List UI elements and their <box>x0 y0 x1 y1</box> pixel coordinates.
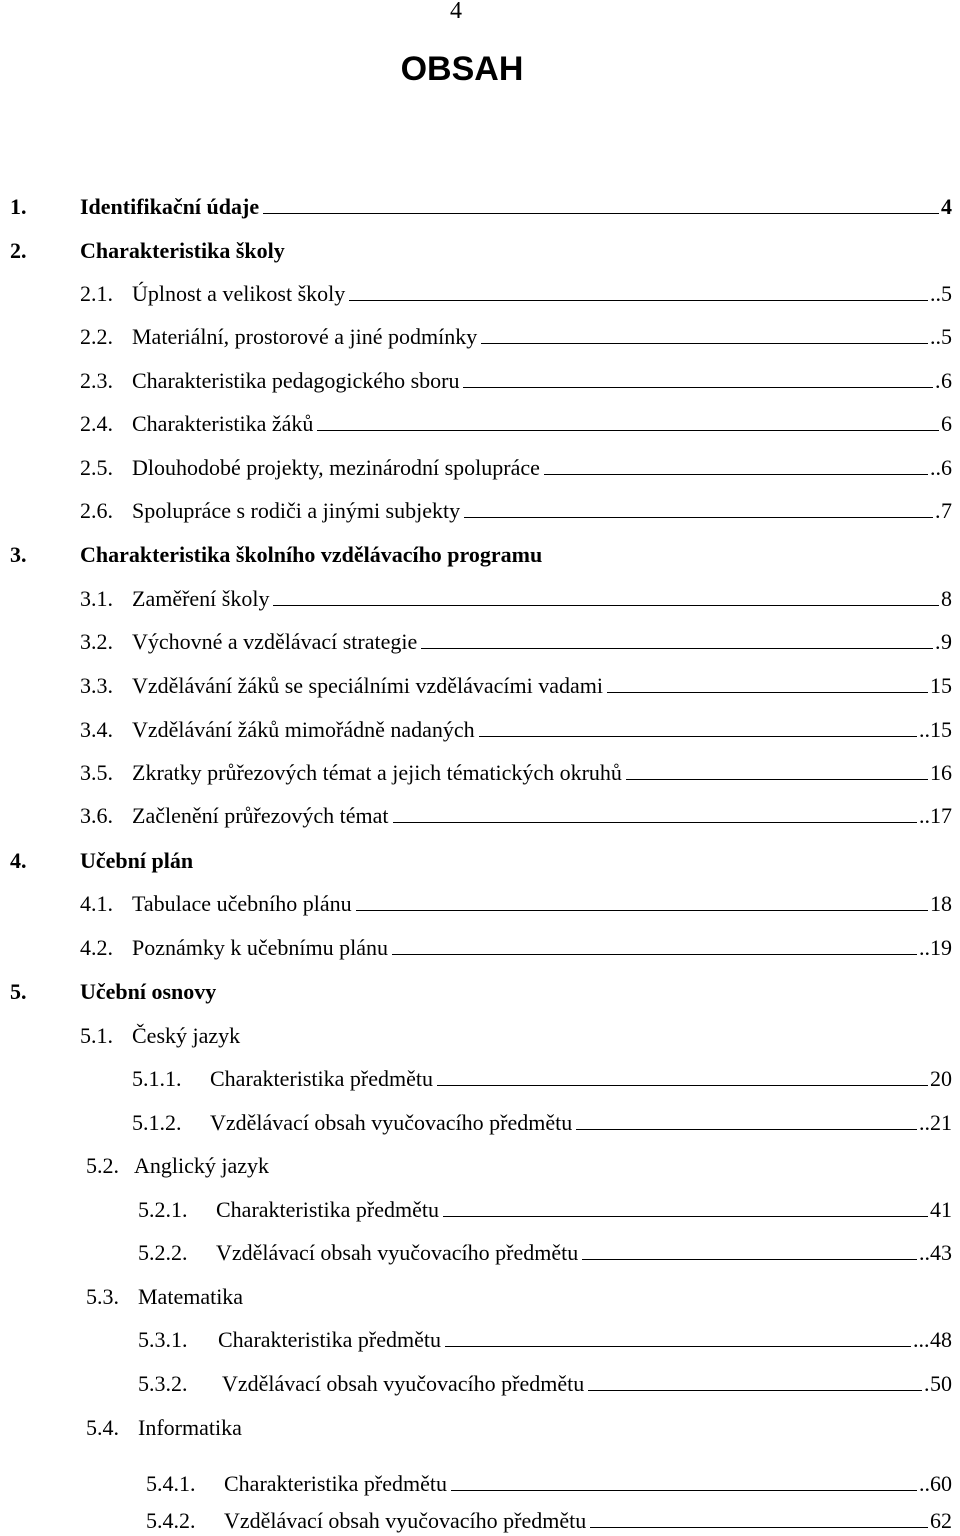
toc-leader-line <box>463 387 933 388</box>
toc-entry-dots: .. <box>930 455 941 480</box>
toc-entry-page: 20 <box>930 1066 952 1091</box>
toc-entry[interactable] <box>138 1325 952 1355</box>
toc-entry-label: Zkratky průřezových témat a jejich tématických okruhů <box>132 760 622 785</box>
toc-entry-page: 4 <box>941 194 952 219</box>
toc-entry-number: 2.6. <box>80 498 113 523</box>
toc-entry-page: 6 <box>941 411 952 436</box>
toc-entry-number: 5.1.1. <box>132 1066 182 1091</box>
toc-entry-page: 19 <box>930 935 952 960</box>
toc-entry-number: 3.1. <box>80 586 113 611</box>
toc-entry-number: 2.1. <box>80 281 113 306</box>
toc-leader-line <box>481 343 928 344</box>
toc-entry-label: Český jazyk <box>132 1023 241 1048</box>
toc-entry[interactable] <box>146 1506 952 1536</box>
toc-entry-label: Charakteristika předmětu <box>210 1066 433 1091</box>
toc-leader-line <box>626 779 928 780</box>
toc-entry[interactable] <box>80 801 952 831</box>
toc-entry-number: 4. <box>10 848 27 873</box>
toc-leader-line <box>393 822 917 823</box>
toc-entry-label: Spolupráce s rodiči a jinými subjekty <box>132 498 461 523</box>
toc-entry[interactable] <box>80 627 952 657</box>
toc-entry[interactable] <box>80 933 952 963</box>
toc-entry[interactable] <box>10 977 952 1007</box>
toc-entry[interactable] <box>80 1021 952 1051</box>
toc-entry-dots: .. <box>930 324 941 349</box>
toc-leader-line <box>588 1390 922 1391</box>
toc-leader-line <box>590 1527 928 1528</box>
toc-entry-page: 15 <box>930 673 952 698</box>
toc-entry-label: Informatika <box>138 1415 242 1440</box>
toc-entry-label: Poznámky k učebnímu plánu <box>132 935 389 960</box>
toc-entry-label: Anglický jazyk <box>134 1153 270 1178</box>
toc-entry-number: 5.4. <box>86 1415 119 1440</box>
toc-entry-label: Charakteristika předmětu <box>218 1327 441 1352</box>
toc-entry-dots: .. <box>919 1110 930 1135</box>
toc-leader-line <box>437 1085 928 1086</box>
toc-entry-label: Matematika <box>138 1284 244 1309</box>
toc-entry-label: Učební plán <box>80 848 194 873</box>
toc-leader-line <box>451 1490 917 1491</box>
toc-leader-line <box>317 430 939 431</box>
toc-entry-label: Výchovné a vzdělávací strategie <box>132 629 418 654</box>
toc-entry-page: 5 <box>941 324 952 349</box>
toc-entry-number: 3.3. <box>80 673 113 698</box>
toc-leader-line <box>464 517 933 518</box>
toc-entry-label: Charakteristika žáků <box>132 411 314 436</box>
toc-entry-dots: .. <box>930 281 941 306</box>
toc-entry-label: Dlouhodobé projekty, mezinárodní spolupráce <box>132 455 540 480</box>
toc-entry-dots: . <box>935 629 941 654</box>
toc-leader-line <box>576 1129 917 1130</box>
toc-entry-page: 43 <box>930 1240 952 1265</box>
toc-entry[interactable] <box>80 279 952 309</box>
toc-entry-dots: .. <box>919 1471 930 1496</box>
toc-entry-number: 2.5. <box>80 455 113 480</box>
toc-entry-page: 18 <box>930 891 952 916</box>
toc-entry-label: Vzdělávání žáků se speciálními vzdělávacími vadami <box>132 673 603 698</box>
toc-entry-number: 3.6. <box>80 803 113 828</box>
page-title: OBSAH <box>400 50 524 88</box>
toc-entry-page: 16 <box>930 760 952 785</box>
toc-entry[interactable] <box>86 1413 952 1443</box>
toc-entry-dots: .. <box>919 717 930 742</box>
toc-entry[interactable] <box>10 846 952 876</box>
toc-leader-line <box>349 300 928 301</box>
toc-leader-line <box>273 605 939 606</box>
toc-entry-number: 5.1. <box>80 1023 113 1048</box>
toc-leader-line <box>479 736 917 737</box>
toc-entry-dots: .. <box>919 1240 930 1265</box>
toc-entry-label: Charakteristika předmětu <box>224 1471 447 1496</box>
toc-entry[interactable] <box>138 1238 952 1268</box>
toc-entry-number: 4.1. <box>80 891 113 916</box>
toc-entry-number: 3. <box>10 542 27 567</box>
toc-entry-number: 5.3.1. <box>138 1327 188 1352</box>
toc-entry-number: 5.3. <box>86 1284 119 1309</box>
toc-entry-number: 5.2. <box>86 1153 119 1178</box>
toc-entry[interactable] <box>80 715 952 745</box>
toc-leader-line <box>263 213 939 214</box>
toc-entry-number: 5.2.1. <box>138 1197 188 1222</box>
toc-entry-number: 2.2. <box>80 324 113 349</box>
toc-entry-number: 2. <box>10 238 27 263</box>
toc-entry[interactable] <box>138 1369 952 1399</box>
toc-entry-number: 1. <box>10 194 27 219</box>
toc-entry[interactable] <box>80 889 952 919</box>
toc-entry[interactable] <box>80 584 952 614</box>
toc-entry-dots: . <box>935 498 941 523</box>
toc-entry-label: Začlenění průřezových témat <box>132 803 389 828</box>
toc-entry[interactable] <box>80 671 952 701</box>
toc-entry-label: Identifikační údaje <box>80 194 260 219</box>
toc-entry-page: 50 <box>930 1371 952 1396</box>
toc-leader-line <box>445 1346 911 1347</box>
toc-leader-line <box>421 648 933 649</box>
toc-entry-label: Zaměření školy <box>132 586 270 611</box>
toc-entry-number: 5.4.1. <box>146 1471 196 1496</box>
toc-entry-page: 17 <box>930 803 952 828</box>
toc-entry-page: 62 <box>930 1508 952 1533</box>
toc-entry-number: 3.5. <box>80 760 113 785</box>
toc-entry-label: Vzdělávání žáků mimořádně nadaných <box>132 717 475 742</box>
toc-entry-label: Materiální, prostorové a jiné podmínky <box>132 324 478 349</box>
toc-entry-label: Vzdělávací obsah vyučovacího předmětu <box>222 1371 585 1396</box>
toc-leader-line <box>607 692 928 693</box>
toc-entry[interactable] <box>80 409 952 439</box>
toc-entry-label: Tabulace učebního plánu <box>132 891 352 916</box>
toc-entry[interactable] <box>132 1064 952 1094</box>
toc-entry-dots: ... <box>913 1327 930 1352</box>
toc-entry-page: 21 <box>930 1110 952 1135</box>
toc-entry-number: 5.3.2. <box>138 1371 188 1396</box>
toc-entry-dots: .. <box>919 803 930 828</box>
toc-entry-number: 3.4. <box>80 717 113 742</box>
toc-entry[interactable] <box>80 496 952 526</box>
toc-leader-line <box>443 1216 928 1217</box>
toc-entry[interactable] <box>80 322 952 352</box>
toc-entry-page: 7 <box>941 498 952 523</box>
toc-entry-number: 2.4. <box>80 411 113 436</box>
toc-entry-label: Vzdělávací obsah vyučovacího předmětu <box>216 1240 579 1265</box>
toc-entry-page: 15 <box>930 717 952 742</box>
toc-entry-page: 5 <box>941 281 952 306</box>
toc-entry-number: 5.2.2. <box>138 1240 188 1265</box>
toc-entry-label: Vzdělávací obsah vyučovacího předmětu <box>224 1508 587 1533</box>
toc-entry-dots: .. <box>919 935 930 960</box>
toc-entry[interactable] <box>132 1108 952 1138</box>
toc-entry-page: 8 <box>941 586 952 611</box>
toc-entry-label: Charakteristika školního vzdělávacího programu <box>80 542 543 567</box>
toc-entry-number: 5.4.2. <box>146 1508 196 1533</box>
toc-entry-label: Úplnost a velikost školy <box>132 281 346 306</box>
toc-entry[interactable] <box>80 758 952 788</box>
toc-entry-number: 3.2. <box>80 629 113 654</box>
toc-entry-number: 5.1.2. <box>132 1110 182 1135</box>
toc-entry[interactable] <box>146 1469 952 1499</box>
toc-entry[interactable] <box>86 1151 952 1181</box>
toc-entry-dots: . <box>935 368 941 393</box>
page-number: 4 <box>450 0 462 24</box>
toc-entry[interactable] <box>80 453 952 483</box>
toc-entry-page: 41 <box>930 1197 952 1222</box>
toc-entry-page: 48 <box>930 1327 952 1352</box>
toc-entry[interactable] <box>80 366 952 396</box>
toc-entry-label: Vzdělávací obsah vyučovacího předmětu <box>210 1110 573 1135</box>
toc-entry[interactable] <box>10 236 952 266</box>
toc-leader-line <box>392 954 917 955</box>
toc-leader-line <box>582 1259 917 1260</box>
toc-entry[interactable] <box>138 1195 952 1225</box>
toc-entry-page: 60 <box>930 1471 952 1496</box>
toc-entry-page: 9 <box>941 629 952 654</box>
toc-entry-dots: . <box>924 1371 930 1396</box>
toc-entry-label: Charakteristika předmětu <box>216 1197 439 1222</box>
toc-leader-line <box>356 910 928 911</box>
toc-entry-number: 4.2. <box>80 935 113 960</box>
toc-entry[interactable] <box>10 192 952 222</box>
toc-leader-line <box>544 474 928 475</box>
toc-entry[interactable] <box>86 1282 952 1312</box>
toc-entry-number: 2.3. <box>80 368 113 393</box>
toc-entry-page: 6 <box>941 455 952 480</box>
toc-entry-label: Charakteristika pedagogického sboru <box>132 368 460 393</box>
toc-entry-label: Charakteristika školy <box>80 238 285 263</box>
toc-entry-label: Učební osnovy <box>80 979 217 1004</box>
toc-entry[interactable] <box>10 540 952 570</box>
toc-entry-page: 6 <box>941 368 952 393</box>
toc-entry-number: 5. <box>10 979 27 1004</box>
